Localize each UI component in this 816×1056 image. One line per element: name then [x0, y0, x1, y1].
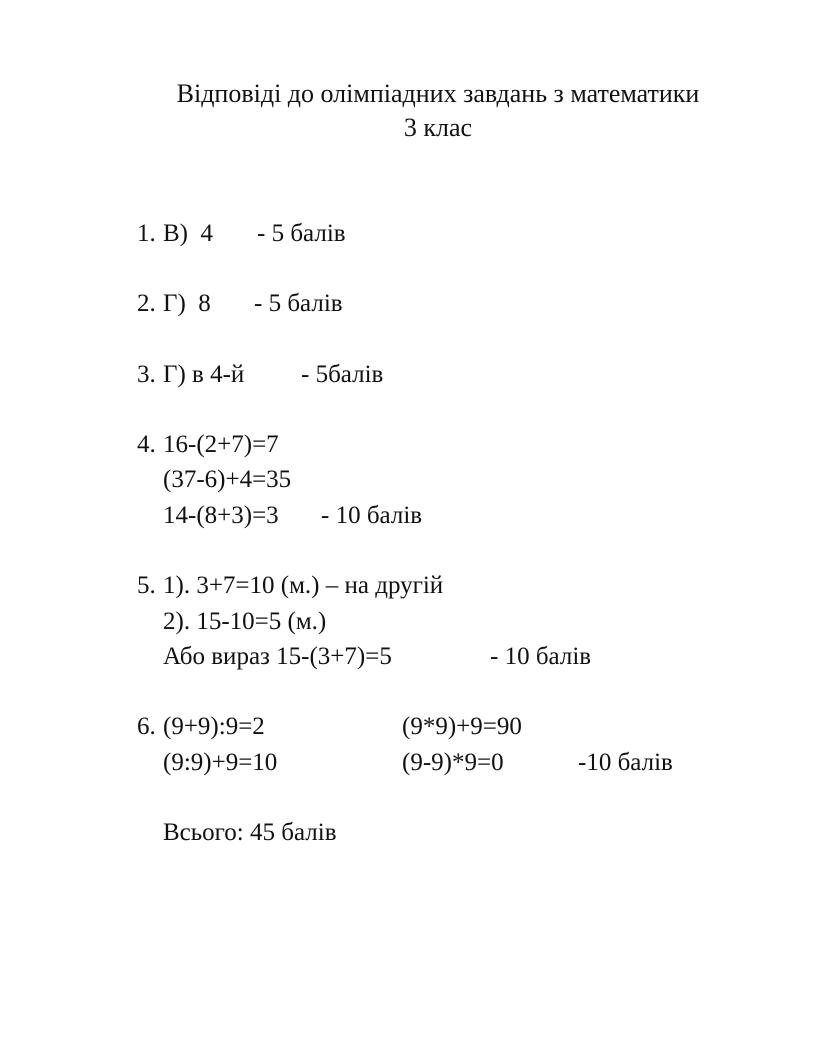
title-line-1: Відповіді до олімпіадних завдань з математики — [176, 79, 700, 108]
answer-score: -10 балів — [578, 749, 673, 776]
answer-score: - 5 балів — [257, 220, 346, 247]
answer-line: (9:9)+9=10 — [163, 749, 278, 776]
answer-number: 1. — [137, 220, 156, 247]
answer-line: 16-(2+7)=7 — [163, 431, 279, 458]
answer-line: 14-(8+3)=3 — [163, 502, 279, 529]
answer-text: В) 4 — [163, 220, 213, 247]
answer-number: 6. — [137, 713, 156, 740]
title-line-2: 3 клас — [403, 113, 473, 142]
document-title — [0, 77, 816, 145]
answer-line: 2). 15-10=5 (м.) — [163, 608, 327, 635]
answer-line: 1). 3+7=10 (м.) – на другій — [163, 572, 444, 599]
answer-line-col2: (9-9)*9=0 — [402, 749, 504, 776]
answer-score: - 10 балів — [321, 502, 423, 529]
answer-text: Г) 8 — [163, 290, 211, 317]
answer-number: 5. — [137, 572, 156, 599]
answer-score: - 5балів — [301, 361, 384, 388]
answer-number: 3. — [137, 361, 156, 388]
answer-score: - 5 балів — [254, 290, 343, 317]
answer-line: (37-6)+4=35 — [163, 466, 292, 493]
answer-line: (9+9):9=2 — [163, 713, 265, 740]
answer-number: 2. — [137, 290, 156, 317]
answer-line: Або вираз 15-(3+7)=5 — [163, 643, 392, 670]
answer-number: 4. — [137, 431, 156, 458]
answer-line-col2: (9*9)+9=90 — [402, 713, 522, 740]
total-score: Всього: 45 балів — [163, 819, 337, 846]
answer-score: - 10 балів — [490, 643, 592, 670]
answer-text: Г) в 4-й — [163, 361, 245, 388]
